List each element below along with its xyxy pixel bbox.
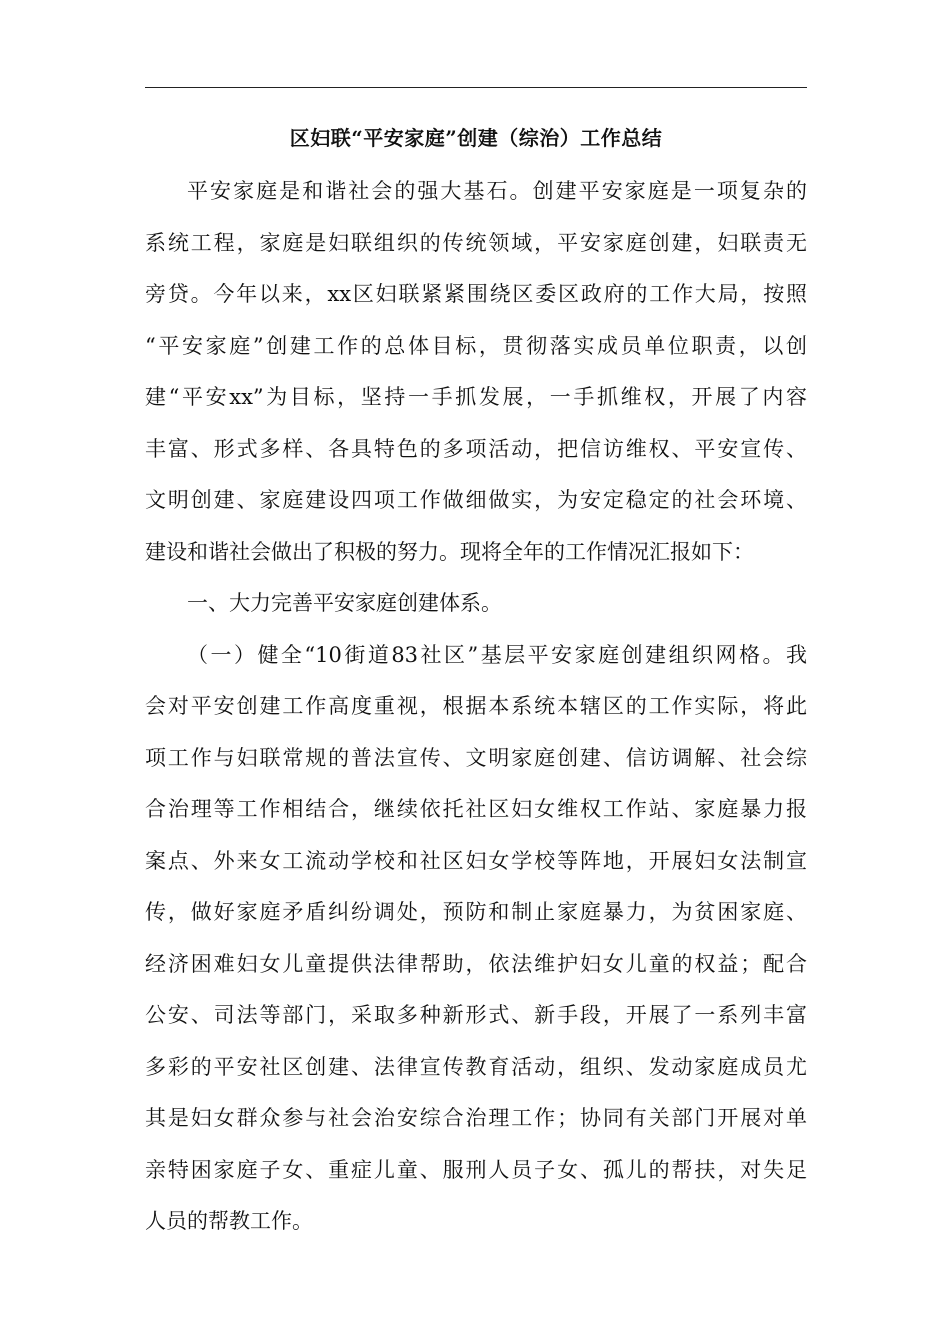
paragraph-line: 公安、司法等部门，采取多种新形式、新手段，开展了一系列丰富 [145,1003,807,1027]
paragraph-line: 其是妇女群众参与社会治安综合治理工作；协同有关部门开展对单 [145,1106,807,1130]
paragraph-line: “平安家庭”创建工作的总体目标，贯彻落实成员单位职责，以创 [145,333,807,358]
paragraph-line: 建设和谐社会做出了积极的努力。现将全年的工作情况汇报如下： [145,539,754,564]
paragraph-line: 项工作与妇联常规的普法宣传、文明家庭创建、信访调解、社会综 [145,745,807,770]
paragraph-line: 系统工程，家庭是妇联组织的传统领域，平安家庭创建，妇联责无 [145,230,807,255]
paragraph-line: 合治理等工作相结合，继续依托社区妇女维权工作站、家庭暴力报 [145,797,807,821]
document-body [145,166,807,1248]
paragraph-line: 文明创建、家庭建设四项工作做细做实，为安定稳定的社会环境、 [145,488,807,512]
subsection-heading-line: （一）健全“10街道83社区”基层平安家庭创建组织网格。我 [187,642,807,667]
paragraph-line: 丰富、形式多样、各具特色的多项活动，把信访维权、平安宣传、 [145,436,807,461]
paragraph-line: 建“平安xx”为目标，坚持一手抓发展，一手抓维权，开展了内容 [145,385,807,409]
document-title: 区妇联“平安家庭”创建（综治）工作总结 [289,126,663,150]
paragraph-line: 多彩的平安社区创建、法律宣传教育活动，组织、发动家庭成员尤 [145,1054,807,1079]
paragraph-line: 旁贷。今年以来，xx区妇联紧紧围绕区委区政府的工作大局，按照 [145,282,807,306]
paragraph-line: 案点、外来女工流动学校和社区妇女学校等阵地，开展妇女法制宣 [145,848,807,873]
paragraph-line: 亲特困家庭子女、重症儿童、服刑人员子女、孤儿的帮扶，对失足 [145,1157,807,1182]
section-heading: 一、大力完善平安家庭创建体系。 [187,591,502,615]
paragraph-line: 传，做好家庭矛盾纠纷调处，预防和制止家庭暴力，为贫困家庭、 [145,900,807,924]
paragraph-line: 人员的帮教工作。 [145,1209,313,1233]
paragraph-line: 经济困难妇女儿童提供法律帮助，依法维护妇女儿童的权益；配合 [145,951,807,976]
paragraph-line: 会对平安创建工作高度重视，根据本系统本辖区的工作实际，将此 [145,694,807,718]
header-rule [145,87,807,88]
paragraph-line: 平安家庭是和谐社会的强大基石。创建平安家庭是一项复杂的 [187,179,807,203]
